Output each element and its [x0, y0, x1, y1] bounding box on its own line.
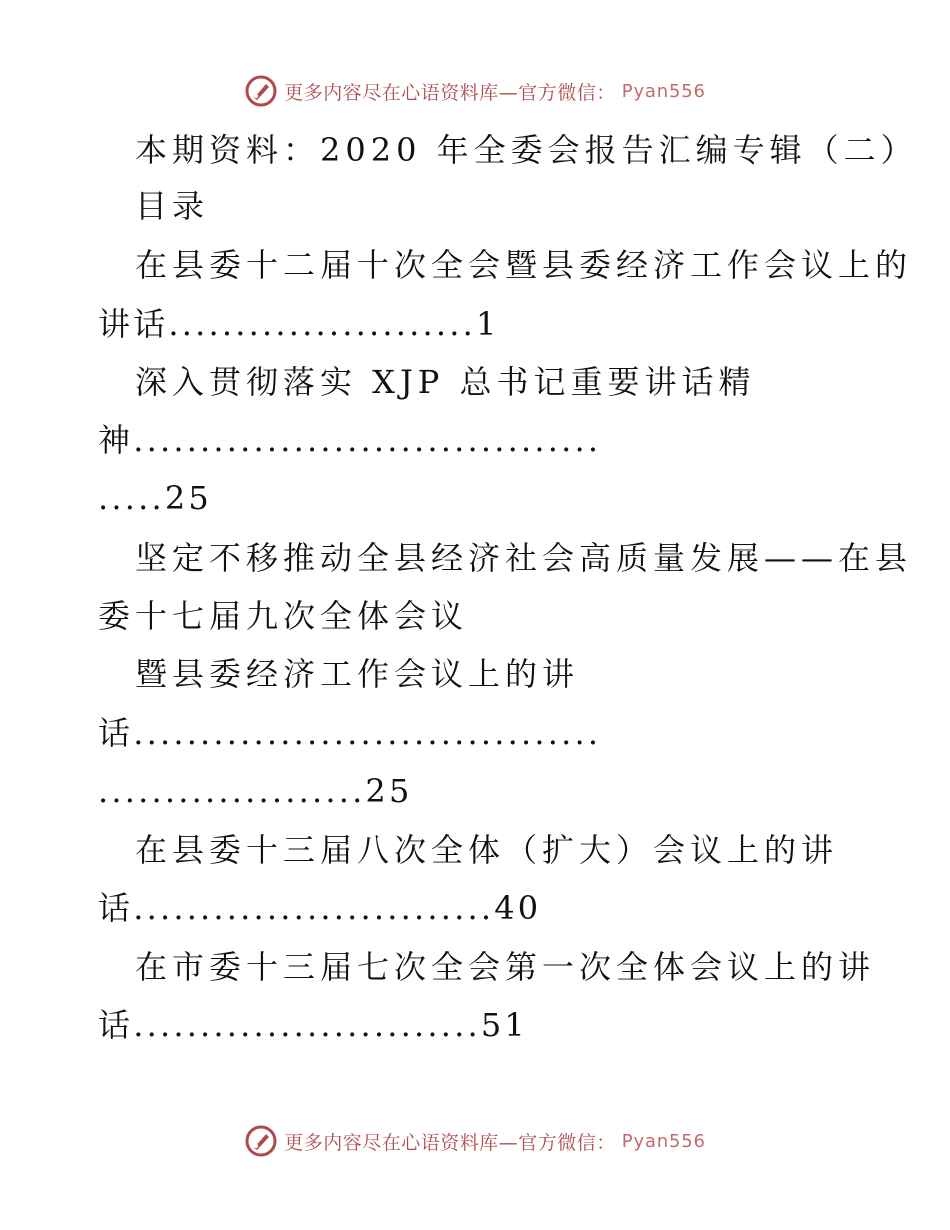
watermark-text: 更多内容尽在心语资料库—官方微信：: [284, 81, 616, 104]
watermark-text: 更多内容尽在心语资料库—官方微信：: [284, 1131, 616, 1154]
toc-entry-5-page: 话..........................51: [98, 1006, 528, 1044]
toc-entry-3-page: ....................25: [98, 772, 413, 810]
toc-title: 目录: [135, 187, 210, 225]
toc-entry-4-title: 在县委十三届八次全体（扩大）会议上的讲: [135, 831, 839, 869]
toc-entry-3-title: 坚定不移推动全县经济社会高质量发展——在县: [135, 539, 913, 577]
header-watermark: [0, 74, 950, 108]
document-heading: 本期资料：2020 年全委会报告汇编专辑（二）: [135, 131, 918, 169]
toc-entry-5-title: 在市委十三届七次全会第一次全体会议上的讲: [135, 948, 876, 986]
toc-entry-2-page: .....25: [98, 479, 212, 517]
watermark-wechat-id: Pyan556: [621, 80, 706, 102]
toc-entry-2-title: 深入贯彻落实 XJP 总书记重要讲话精: [135, 363, 756, 401]
pen-nib-logo-icon: [244, 74, 278, 108]
toc-entry-1-title: 在县委十二届十次全会暨县委经济工作会议上的: [135, 246, 913, 284]
toc-entry-3-title-cont-2: 暨县委经济工作会议上的讲: [135, 655, 580, 693]
toc-entry-3-title-cont: 委十七届九次全体会议: [98, 597, 469, 635]
pen-nib-logo-icon: [244, 1124, 278, 1158]
toc-entry-2-dots: 神...................................: [98, 421, 602, 459]
toc-entry-3-dots: 话...................................: [98, 714, 602, 752]
toc-entry-1-page: 讲话.......................1: [98, 305, 500, 343]
toc-entry-4-page: 话...........................40: [98, 889, 542, 927]
footer-watermark: [0, 1124, 950, 1158]
watermark-wechat-id: Pyan556: [621, 1130, 706, 1152]
